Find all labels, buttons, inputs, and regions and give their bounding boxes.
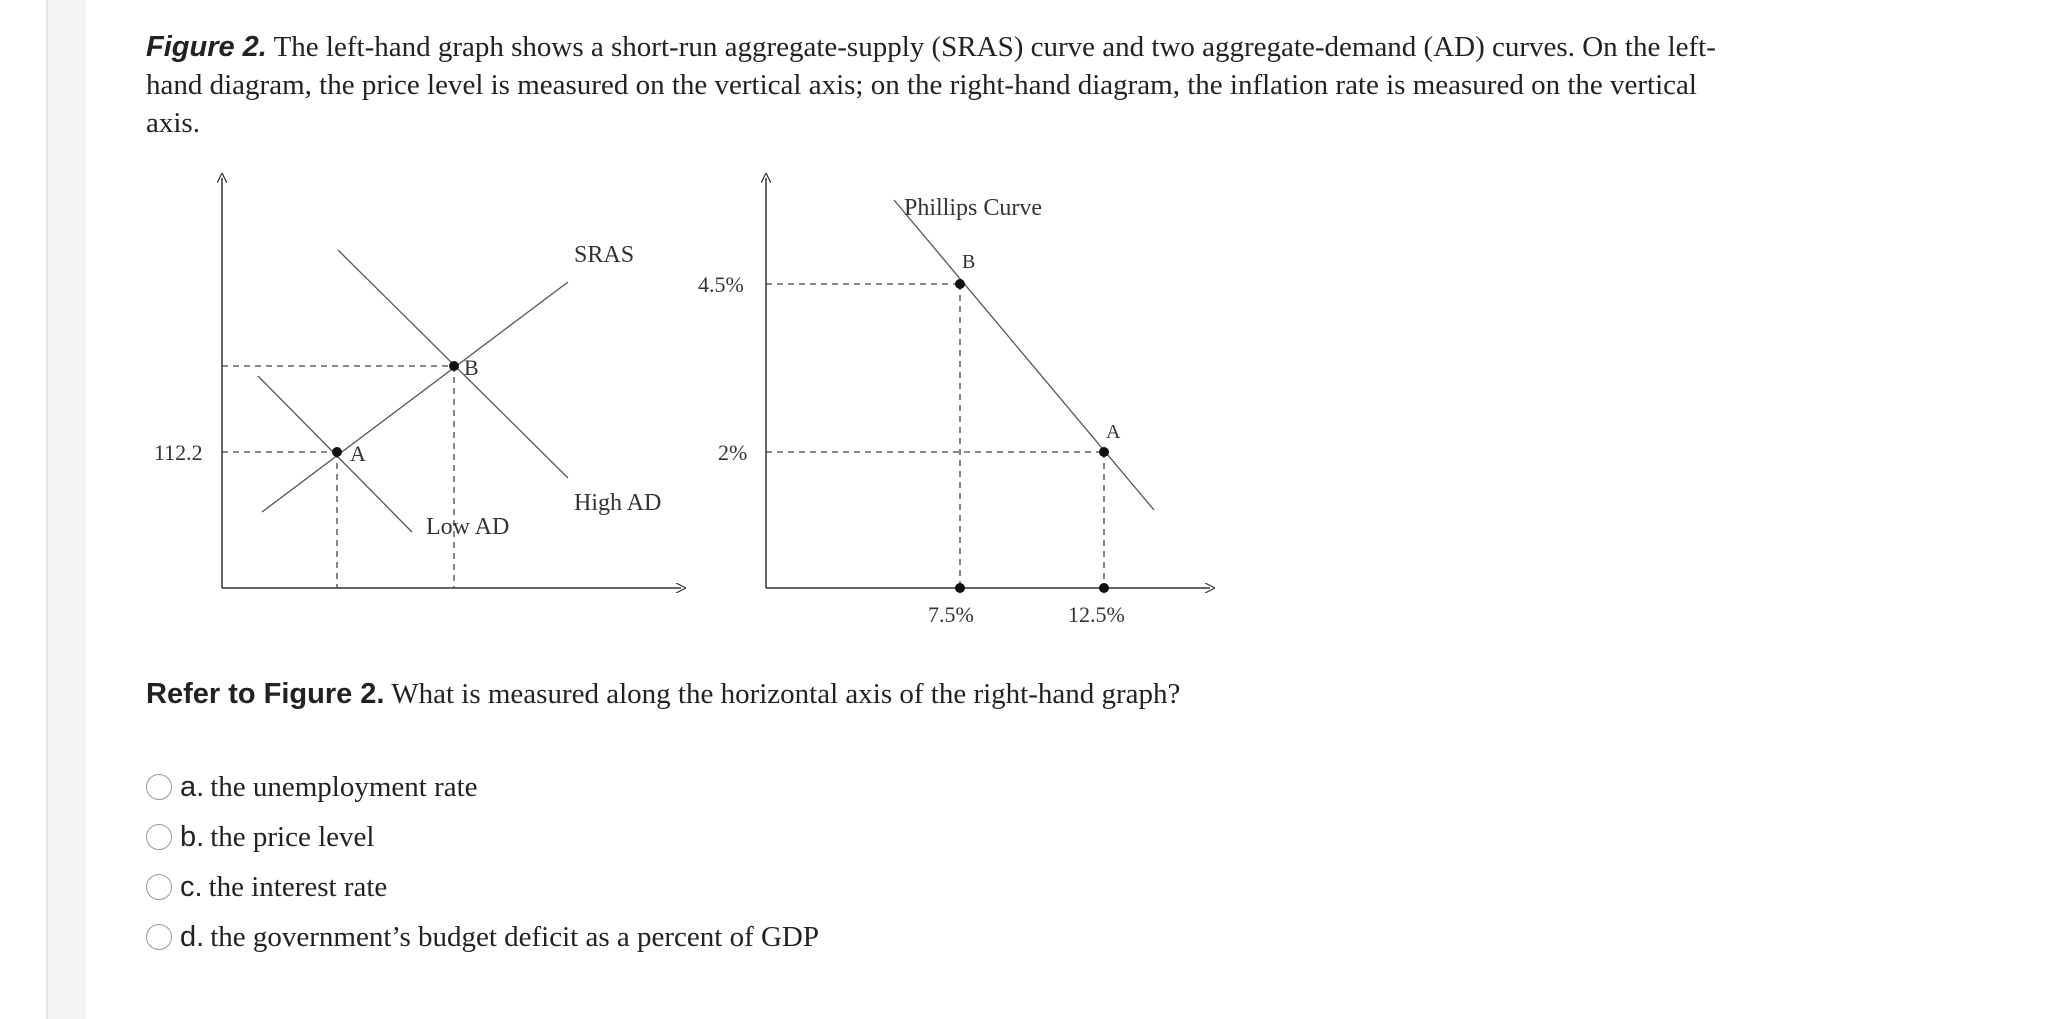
right-point-b-marker — [955, 279, 965, 289]
option-a-text: the unemployment rate — [210, 770, 478, 803]
right-x-tick-right-marker — [1099, 583, 1109, 593]
left-rail-shade — [48, 0, 86, 1019]
right-x-tick-right-label: 12.5% — [1068, 602, 1125, 627]
figure-label: Figure 2. — [146, 31, 267, 63]
answer-options — [146, 762, 819, 962]
option-b-text: the price level — [210, 820, 375, 853]
left-graph — [154, 178, 681, 588]
option-d-letter: d. — [180, 920, 205, 953]
question-figure-ref: Refer to Figure 2. — [146, 678, 385, 710]
low-ad-label: Low AD — [426, 514, 510, 540]
option-d[interactable] — [146, 912, 819, 962]
right-point-b-label: B — [962, 251, 976, 273]
option-c-text: the interest rate — [208, 870, 388, 903]
question-prompt — [146, 678, 1180, 711]
option-a[interactable] — [146, 762, 819, 812]
right-point-a-label: A — [1106, 421, 1121, 443]
phillips-curve-label: Phillips Curve — [904, 195, 1043, 221]
radio-button-a[interactable] — [146, 774, 172, 800]
high-ad-label: High AD — [574, 490, 662, 516]
figure-description — [146, 28, 1746, 142]
option-d-text: the government’s budget deficit as a percent of GDP — [210, 920, 820, 953]
option-b[interactable] — [146, 812, 819, 862]
left-point-a-label: A — [350, 441, 366, 466]
left-point-a-marker — [332, 447, 342, 457]
option-a-letter: a. — [180, 770, 205, 803]
left-rail — [0, 0, 48, 1019]
right-graph — [698, 178, 1210, 627]
figure-graphs — [146, 170, 1226, 650]
right-x-tick-left-label: 7.5% — [928, 602, 974, 627]
right-point-a-marker — [1099, 447, 1109, 457]
radio-button-b[interactable] — [146, 824, 172, 850]
left-y-tick-label: 112.2 — [154, 440, 203, 465]
right-y-tick-high-label: 4.5% — [698, 272, 744, 297]
right-y-tick-low-label: 2% — [718, 440, 748, 465]
question-content — [146, 28, 1746, 142]
left-point-b-label: B — [464, 355, 479, 380]
sras-curve — [262, 282, 568, 512]
right-x-tick-left-marker — [955, 583, 965, 593]
left-point-b-marker — [449, 361, 459, 371]
sras-label: SRAS — [574, 242, 635, 268]
option-b-letter: b. — [180, 820, 205, 853]
question-text: What is measured along the horizontal axis of the right-hand graph? — [384, 678, 1181, 710]
option-c-letter: c. — [180, 870, 203, 903]
phillips-curve — [894, 200, 1154, 510]
radio-button-c[interactable] — [146, 874, 172, 900]
radio-button-d[interactable] — [146, 924, 172, 950]
option-c[interactable] — [146, 862, 819, 912]
figure-description-text: The left-hand graph shows a short-run aggregate-supply (SRAS) curve and two aggregate-demand (AD) curves. On the left-hand diagram, the price level is measured on the vertical axis; on the right-hand diagram, the inflation rate is measured on the vertical axis. — [146, 31, 1716, 139]
